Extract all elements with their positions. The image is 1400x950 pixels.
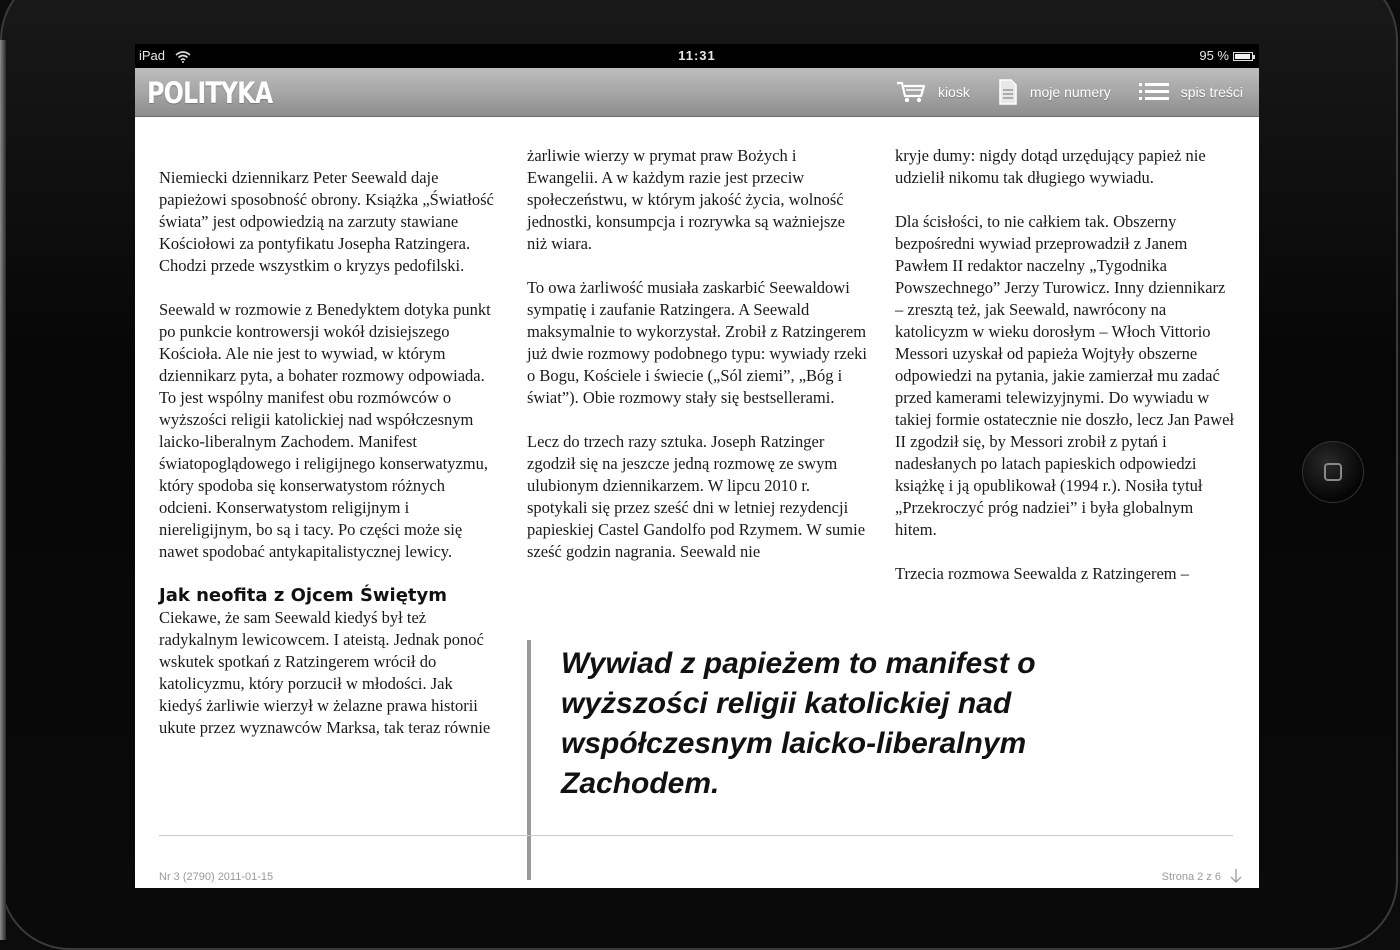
nav-spis-tresci[interactable] — [1139, 81, 1243, 103]
nav-moje-numery[interactable] — [998, 79, 1111, 105]
page-indicator: Strona 2 z 6 — [1161, 871, 1221, 883]
battery-percent: 95 % — [1199, 48, 1229, 63]
app-toolbar — [135, 68, 1259, 117]
document-icon — [998, 79, 1018, 105]
battery-icon — [1233, 52, 1253, 61]
polityka-logo[interactable]: POLITYKA — [147, 76, 273, 110]
paragraph: Seewald w rozmowie z Benedyktem dotyka punkt po punkcie kontrowersji wokół dzisiejszego Kościoła. Ale nie jest to wywiad, w którym dziennikarz pyta, a bohater rozmowy odpowiada. To jest wspólny manifest obu rozmówców o wyższości religii katolickiej nad współczesnym laicko-liberalnym Zachodem. Manifest światopoglądowego i religijnego konserwatyzmu, który spodoba się konserwatystom różnych odcieni. Konserwatystom religijnym i niereligijnym, bo są i tacy. Po części może się nawet spodobać antykapitalistycznej lewicy. — [159, 300, 491, 561]
paragraph: Dla ścisłości, to nie całkiem tak. Obszerny bezpośredni wywiad przeprowadził z Janem Pawłem II redaktor naczelny „Tygodnika Powszechnego” Jerzy Turowicz. Inny dziennikarz – zresztą też, jak Seewald, nawrócony na katolicyzm w wieku dorosłym – Włoch Vittorio Messori uzyskał od papieża Wojtyły obszerne odpowiedzi na pytania, jakie zamierzał mu zadać przed kamerami telewizyjnymi. Do wywiadu w takiej formie ostatecznie nie doszło, lecz Jan Paweł II zgodził się, by Messori zrobił z pytań i nadesłanych po latach papieskich odpowiedzi książkę i ją opublikował (1994 r.). Nosiła tytuł „Przekroczyć próg nadziei” i była globalnym hitem. — [895, 212, 1235, 539]
issue-info: Nr 3 (2790) 2011-01-15 — [159, 871, 274, 883]
nav-kiosk[interactable] — [896, 80, 970, 104]
section-subheading: Jak neofita z Ojcem Świętym — [159, 585, 448, 606]
nav-moje-numery-label: moje numery — [1029, 84, 1111, 100]
home-button[interactable] — [1302, 441, 1364, 503]
article-column-2 — [527, 145, 867, 585]
arrow-down-icon[interactable] — [1229, 868, 1243, 884]
pull-quote: Wywiad z papieżem to manifest o wyższości religii katolickiej nad współczesnym laicko-liberalnym Zachodem. — [527, 640, 1107, 880]
paragraph: kryje dumy: nigdy dotąd urzędujący papież nie udzielił nikomu tak długiego wywiadu. — [895, 146, 1206, 187]
paragraph: Lecz do trzech razy sztuka. Joseph Ratzinger zgodził się na jeszcze jedną rozmowę ze swym ulubionym dziennikarzem. W lipcu 2010 r. spotykali się przez sześć dni w letniej rezydencji papieskiej Castel Gandolfo pod Rzymem. W sumie sześć godzin nagrania. Seewald nie — [527, 432, 866, 561]
status-bar — [135, 44, 1259, 68]
toolbar-nav — [868, 68, 1243, 116]
article-body — [135, 116, 1259, 888]
article-column-1 — [159, 167, 499, 761]
list-icon — [1139, 81, 1169, 103]
paragraph: Ciekawe, że sam Seewald kiedyś był też radykalnym lewicowcem. I ateistą. Jednak ponoć wskutek spotkań z Ratzingerem wrócił do katolicyzmu, który porzucił w młodości. Jak kiedyś żarliwie wierzył w żelazne prawa historii ukute przez wyznawców Marksa, tak teraz równie — [159, 608, 491, 737]
clock: 11:31 — [678, 48, 716, 63]
paragraph: To owa żarliwość musiała zaskarbić Seewaldowi sympatię i zaufanie Ratzingera. A Seewald maksymalnie to wykorzystał. Zrobił z Ratzingerem już dwie rozmowy podobnego typu: wywiady rzeki o Bogu, Kościele i świecie („Sól ziemi”, „Bóg i świat”). Obie rozmowy stały się bestsellerami. — [527, 278, 868, 407]
cart-icon — [896, 80, 926, 104]
paragraph: żarliwie wierzy w prymat praw Bożych i Ewangelii. A w każdym razie jest przeciw społeczeństwu, w którym jakość życia, wolność jednostki, konsumpcja i rozrywka są ważniejsze niż wiara. — [527, 146, 845, 253]
paragraph: Niemiecki dziennikarz Peter Seewald daje papieżowi sposobność obrony. Książka „Światłość świata” jest odpowiedzią na zarzuty stawiane Kościołowi za pontyfikatu Josepha Ratzingera. Chodzi przede wszystkim o kryzys pedofilski. — [159, 168, 494, 275]
nav-kiosk-label: kiosk — [937, 84, 970, 100]
bezel-edge — [0, 40, 6, 940]
paragraph: Trzecia rozmowa Seewalda z Ratzingerem – — [895, 564, 1189, 583]
home-square-icon — [1324, 463, 1342, 481]
status-right — [1199, 44, 1253, 68]
nav-spis-tresci-label: spis treści — [1180, 84, 1243, 100]
ipad-screen — [135, 44, 1259, 888]
device-name: iPad — [139, 48, 166, 63]
article-column-3 — [895, 145, 1235, 607]
footer-divider — [159, 835, 1233, 836]
